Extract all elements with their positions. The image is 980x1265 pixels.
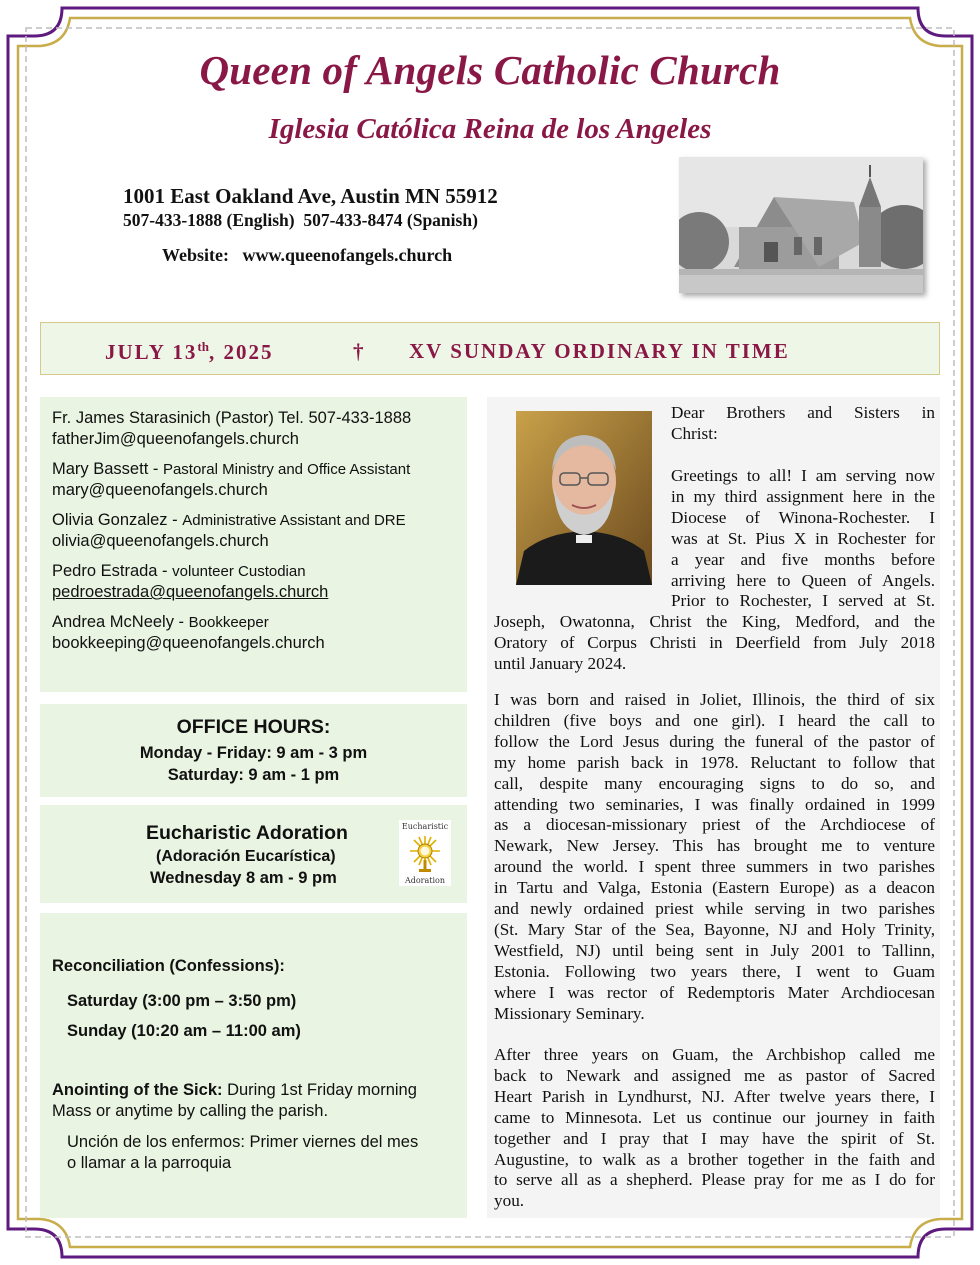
staff-entry: Mary Bassett - Pastoral Ministry and Office Assistant mary@queenofangels.church	[52, 459, 455, 500]
office-hours	[40, 704, 467, 797]
phone-numbers: 507-433-1888 (English) 507-433-8474 (Spanish)	[123, 210, 478, 230]
staff-email[interactable]: bookkeeping@queenofangels.church	[52, 634, 325, 652]
adoration-heading: Eucharistic Adoration	[146, 822, 348, 844]
adoration-time: Wednesday 8 am - 9 pm	[150, 869, 337, 887]
website[interactable]: Website: www.queenofangels.church	[162, 245, 453, 265]
adoration-spanish: (Adoración Eucarística)	[156, 848, 336, 865]
staff-entry: Olivia Gonzalez - Administrative Assistant and DRE olivia@queenofangels.church	[52, 510, 455, 551]
letter-paragraph-2: I was born and raised in Joliet, Illinois, the third of six children (five boys and one girl). I heard the call to follow the Lord Jesus during the funeral of the pastor of my home parish back in 1978. Reluctant to follow that call, despite many encouraging signs to do so, and attending two seminaries, I was finally ordained in 1999 as a diocesan-missionary priest of the Archdiocese of Newark, New Jersey. This has brought me to venture around the world. I spent three summers in two parishes in Tartu and Valga, Estonia (Eastern Europe) as a deacon and newly ordained priest while serving in two parishes (St. Mary Star of the Sea, Bayonne, NJ and Holy Trinity, Westfield, NJ) until being sent in July 2001 to Tallinn, Estonia. Following two years there, I went to Guam where I was rector of Redemptoris Mater Archdiocesan Missionary Seminary.	[494, 690, 935, 1023]
staff-entry: Pedro Estrada - volunteer Custodian pedroestrada@queenofangels.church	[52, 561, 455, 602]
letter-greeting: Dear Brothers and Sisters in Christ:	[671, 403, 935, 443]
staff-email[interactable]: olivia@queenofangels.church	[52, 532, 269, 550]
staff-email[interactable]: mary@queenofangels.church	[52, 481, 268, 499]
banner-date: JULY 13th, 2025	[105, 339, 274, 364]
church-name-title: Queen of Angels Catholic Church	[199, 47, 781, 93]
staff-email[interactable]: fatherJim@queenofangels.church	[52, 430, 299, 448]
svg-text:Eucharistic: Eucharistic	[401, 822, 449, 831]
svg-text:Adoration: Adoration	[404, 876, 446, 885]
letter-paragraph-1b: Joseph, Owatonna, Christ the King, Medford, and the Oratory of Corpus Christi in Deerfield from July 2018 until January 2024.	[494, 612, 935, 673]
church-photo	[679, 157, 923, 293]
cross-icon: †	[353, 339, 366, 363]
staff-entry: Fr. James Starasinich (Pastor) Tel. 507-433-1888 fatherJim@queenofangels.church	[52, 408, 455, 449]
letter-paragraph-1a: Greetings to all! I am serving now in my third assignment here in the Diocese of Winona-Rochester. I was at St. Pius X in Rochester for a year and five months before arriving here to Queen of Angels. Prior to Rochester, I served at St.	[671, 466, 935, 611]
reconciliation-saturday: Saturday (3:00 pm – 3:50 pm)	[67, 992, 297, 1010]
staff-entry: Andrea McNeely - Bookkeeper bookkeeping@queenofangels.church	[52, 612, 455, 653]
anointing-line2: Mass or anytime by calling the parish.	[52, 1102, 329, 1120]
office-hours-saturday: Saturday: 9 am - 1 pm	[167, 766, 340, 784]
reconciliation-sunday: Sunday (10:20 am – 11:00 am)	[67, 1022, 301, 1040]
office-hours-heading: OFFICE HOURS:	[176, 716, 331, 738]
adoration-panel	[40, 805, 467, 903]
anointing-line1: Anointing of the Sick: During 1st Friday morning	[52, 1081, 417, 1099]
staff-email[interactable]: pedroestrada@queenofangels.church	[52, 583, 329, 601]
sacraments-panel	[40, 913, 467, 1218]
anointing-spanish-line2: o llamar a la parroquia	[67, 1154, 232, 1172]
staff-directory	[40, 397, 467, 692]
banner-sunday: XV SUNDAY ORDINARY IN TIME	[409, 339, 790, 363]
address: 1001 East Oakland Ave, Austin MN 55912	[123, 184, 498, 208]
office-hours-weekday: Monday - Friday: 9 am - 3 pm	[139, 744, 368, 762]
reconciliation-heading: Reconciliation (Confessions):	[52, 957, 285, 975]
pastor-portrait	[516, 411, 652, 585]
date-banner	[40, 322, 940, 375]
monstrance-icon	[399, 820, 451, 886]
church-name-spanish: Iglesia Católica Reina de los Angeles	[268, 113, 712, 145]
letter-paragraph-3: After three years on Guam, the Archbishop called me back to Newark and assigned me as pastor of Sacred Heart Parish in Lyndhurst, NJ. After twelve years there, I came to Minnesota. Let us continue our journey in faith together and I pray that I may have the spirit of St. Augustine, to walk as a brother together in the faith and to serve all as a shepherd. Please pray for me as I do for you.	[494, 1045, 935, 1211]
anointing-spanish-line1: Unción de los enfermos: Primer viernes del mes	[67, 1133, 419, 1151]
